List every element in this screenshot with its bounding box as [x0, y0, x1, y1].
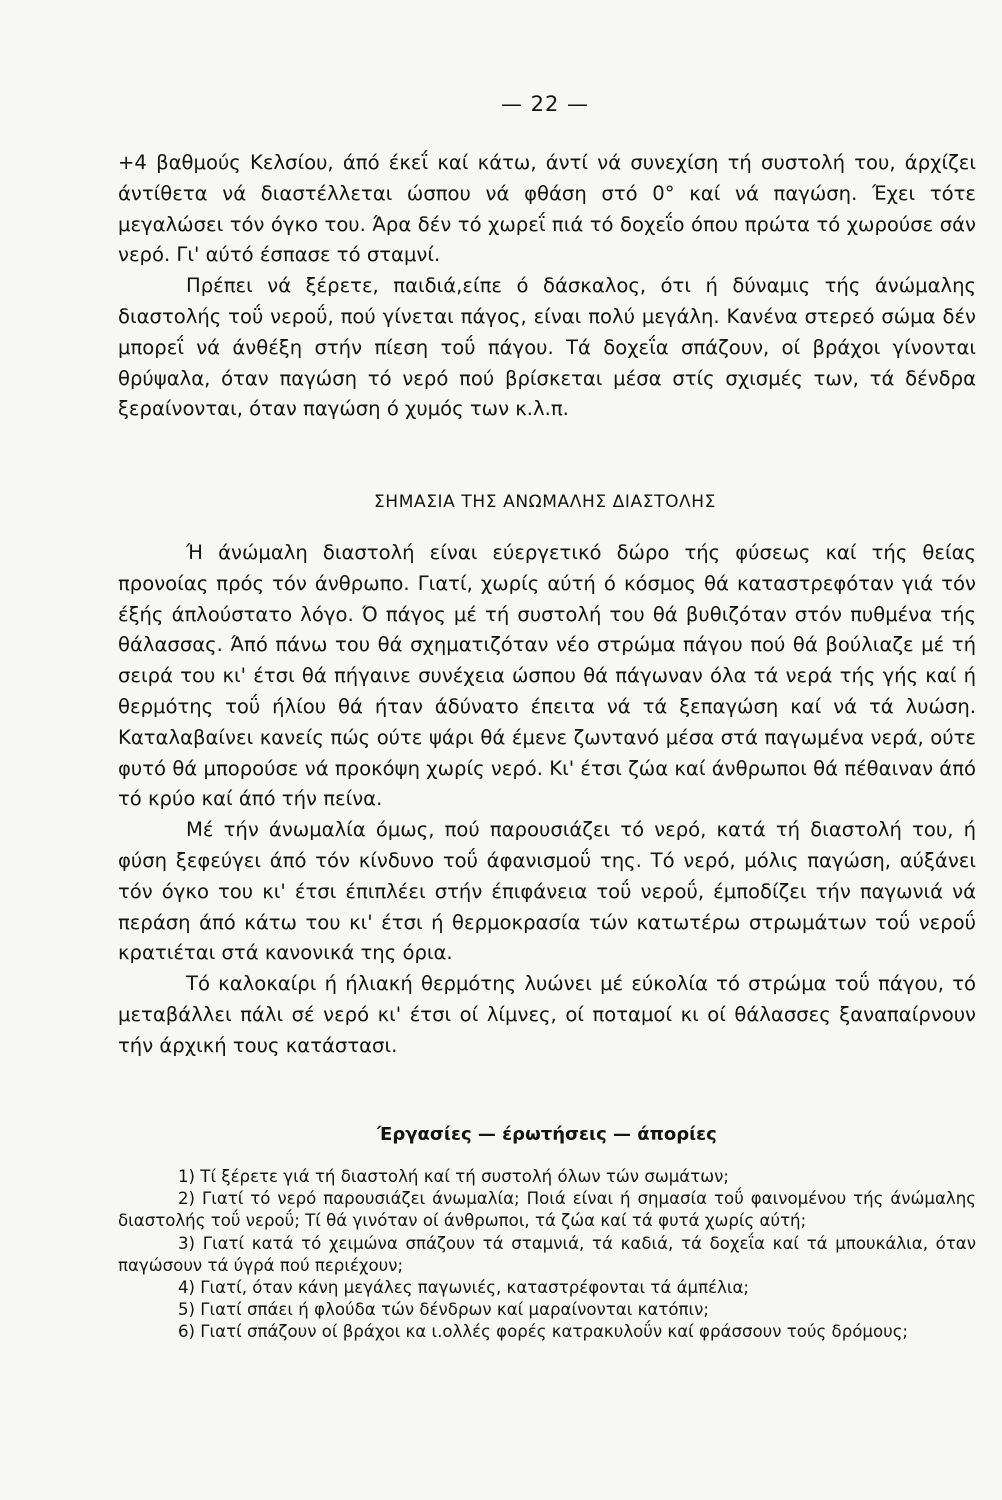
- question-item: 5) Γιατί σπάει ή φλούδα τών δένδρων καί μαραίνονται κατόπιν;: [178, 1300, 709, 1320]
- paragraph: Ή άνώμαλη διαστολή είναι εύεργετικό δώρο τής φύσεως καί τής θείας προνοίας πρός τόν άνθρωπο. Γιατί, χωρίς αύτή ό κόσμος θά καταστρεφόταν γιά τόν έξής άπλούστατο λόγο. Ό πάγος μέ τή συστολή του θά βυθιζόταν στόν πυθμένα τής θάλασσας. Άπό πάνω του θά σχηματιζόταν νέο στρώμα πάγου πού θά βούλιαζε μέ τή σειρά του κι' έτσι θά πήγαινε συνέχεια ώσπου θά πάγωναν όλα τά νερά τής γής καί ή θερμότης τοΰ ήλίου θά ήταν άδύνατο έπειτα νά τά ξεπαγώση καί νά τά λυώση. Καταλαβαίνει κανείς πώς ούτε ψάρι θά έμενε ζωντανό μέσα στά παγωμένα νερά, ούτε φυτό θά μπορούσε νά προκόψη χωρίς νερό. Κι' έτσι ζώα καί άνθρωποι θά πέθαιναν άπό τό κρύο καί άπό τήν πείνα.: [118, 541, 976, 811]
- section-text: [118, 538, 976, 1062]
- page-number: — 22 —: [500, 92, 590, 116]
- section-heading: ΣΗΜΑΣΙΑ ΤΗΣ ΑΝΩΜΑΛΗΣ ΔΙΑΣΤΟΛΗΣ: [373, 492, 717, 512]
- paragraph: Μέ τήν άνωμαλία όμως, πού παρουσιάζει τό νερό, κατά τή διαστολή του, ή φύση ξεφεύγει άπό τόν κίνδυνο τοΰ άφανισμοΰ της. Τό νερό, μόλις παγώση, αύξάνει τόν όγκο του κι' έτσι έπιπλέει στήν έπιφάνεια τοΰ νεροΰ, έμποδίζει τήν παγωνιά νά περάση άπό κάτω του κι' έτσι ή θερμοκρασία τών κατωτέρω στρωμάτων τοΰ νεροΰ κρατιέται στά κανονικά της όρια.: [118, 818, 976, 965]
- question-item: 2) Γιατί τό νερό παρουσιάζει άνωμαλία; Ποιά είναι ή σημασία τοΰ φαινομένου τής άνώμαλης διαστολής τοΰ νεροΰ; Τί θά γινόταν οί άνθρωποι, τά ζώα καί τά φυτά χωρίς αύτή;: [118, 1189, 976, 1231]
- question-item: 4) Γιατί, όταν κάνη μεγάλες παγωνιές, καταστρέφονται τά άμπέλια;: [178, 1278, 750, 1298]
- paragraph: Τό καλοκαίρι ή ήλιακή θερμότης λυώνει μέ εύκολία τό στρώμα τοΰ πάγου, τό μεταβάλλει πάλι σέ νερό κι' έτσι οί λίμνες, οί ποταμοί κι οί θάλασσες ξαναπαίρνουν τήν άρχική τους κατάστασι.: [118, 972, 976, 1057]
- intro-text: [118, 148, 976, 425]
- exercises-heading: Έργασίες — έρωτήσεις — άπορίες: [377, 1124, 717, 1145]
- question-item: 6) Γιατί σπάζουν οί βράχοι κα ι.ολλές φορές κατρακυλοΰν καί φράσσουν τούς δρόμους;: [178, 1322, 909, 1342]
- paragraph: +4 βαθμούς Κελσίου, άπό έκεΐ καί κάτω, άντί νά συνεχίση τή συστολή του, άρχίζει άντίθετα νά διαστέλλεται ώσπου νά φθάση στό 0° καί νά παγώση. Έχει τότε μεγαλώσει τόν όγκο του. Άρα δέν τό χωρεΐ πιά τό δοχεΐο όπου πρώτα τό χωρούσε σάν νερό. Γι' αύτό έσπασε τό σταμνί.: [118, 151, 976, 267]
- questions-list: [118, 1166, 976, 1344]
- question-item: 3) Γιατί κατά τό χειμώνα σπάζουν τά σταμνιά, τά καδιά, τά δοχεΐα καί τά μπουκάλια, όταν παγώσουν τά ύγρά πού περιέχουν;: [118, 1233, 976, 1275]
- paragraph: Πρέπει νά ξέρετε, παιδιά,είπε ό δάσκαλος, ότι ή δύναμις τής άνώμαλης διαστολής τοΰ νεροΰ, πού γίνεται πάγος, είναι πολύ μεγάλη. Κανένα στερεό σώμα δέν μπορεΐ νά άνθέξη στήν πίεση τοΰ πάγου. Τά δοχεΐα σπάζουν, οί βράχοι γίνονται θρύψαλα, όταν παγώση τό νερό πού βρίσκεται μέσα στίς σχισμές των, τά δένδρα ξεραίνονται, όταν παγώση ό χυμός των κ.λ.π.: [118, 274, 976, 421]
- question-item: 1) Τί ξέρετε γιά τή διαστολή καί τή συστολή όλων τών σωμάτων;: [178, 1167, 729, 1186]
